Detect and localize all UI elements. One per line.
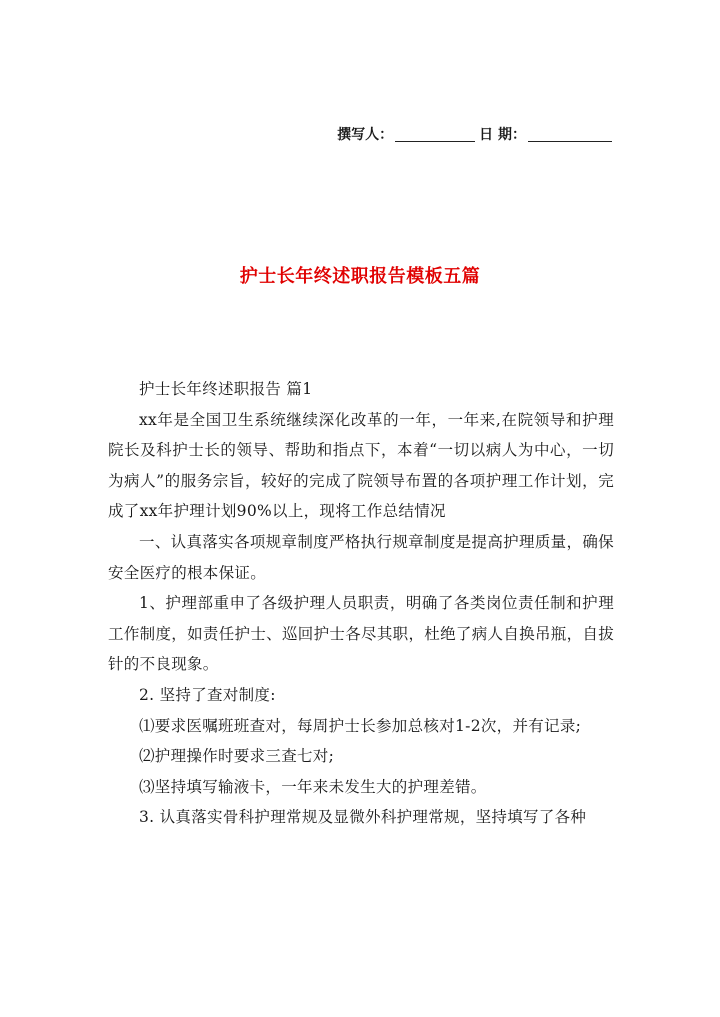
date-blank: [528, 127, 612, 142]
document-title: 护士长年终述职报告模板五篇: [239, 266, 481, 287]
paragraph: 1、护理部重申了各级护理人员职责，明确了各类岗位责任制和护理工作制度，如责任护士、巡回护士各尽其职，杜绝了病人自换吊瓶，自拔针的不良现象。: [108, 594, 614, 674]
author-blank: [395, 127, 475, 142]
section-subtitle: 护士长年终述职报告 篇1: [139, 380, 313, 398]
paragraph: ⑴要求医嘱班班查对，每周护士长参加总核对1-2次，并有记录;: [139, 716, 582, 735]
paragraph: ⑵护理操作时要求三查七对;: [139, 747, 335, 766]
document-body: [108, 374, 614, 833]
paragraph: ⑶坚持填写输液卡，一年来未发生大的护理差错。: [139, 777, 487, 796]
paragraph: 一、认真落实各项规章制度严格执行规章制度是提高护理质量，确保安全医疗的根本保证。: [108, 532, 614, 582]
paragraph: xx年是全国卫生系统继续深化改革的一年，一年来,在院领导和护理院长及科护士长的领导、帮助和指点下，本着“一切以病人为中心，一切为病人”的服务宗旨，较好的完成了院领导布置的各项护理工作计划，完成了xx年护理计划90%以上，现将工作总结情况: [108, 410, 614, 521]
author-date-line: [337, 124, 612, 144]
paragraph: 3. 认真落实骨科护理常规及显微外科护理常规，坚持填写了各种: [139, 808, 587, 827]
author-label: 撰写人：: [337, 127, 394, 143]
paragraph: 2. 坚持了查对制度:: [139, 685, 276, 704]
date-label: 日 期：: [479, 127, 526, 143]
